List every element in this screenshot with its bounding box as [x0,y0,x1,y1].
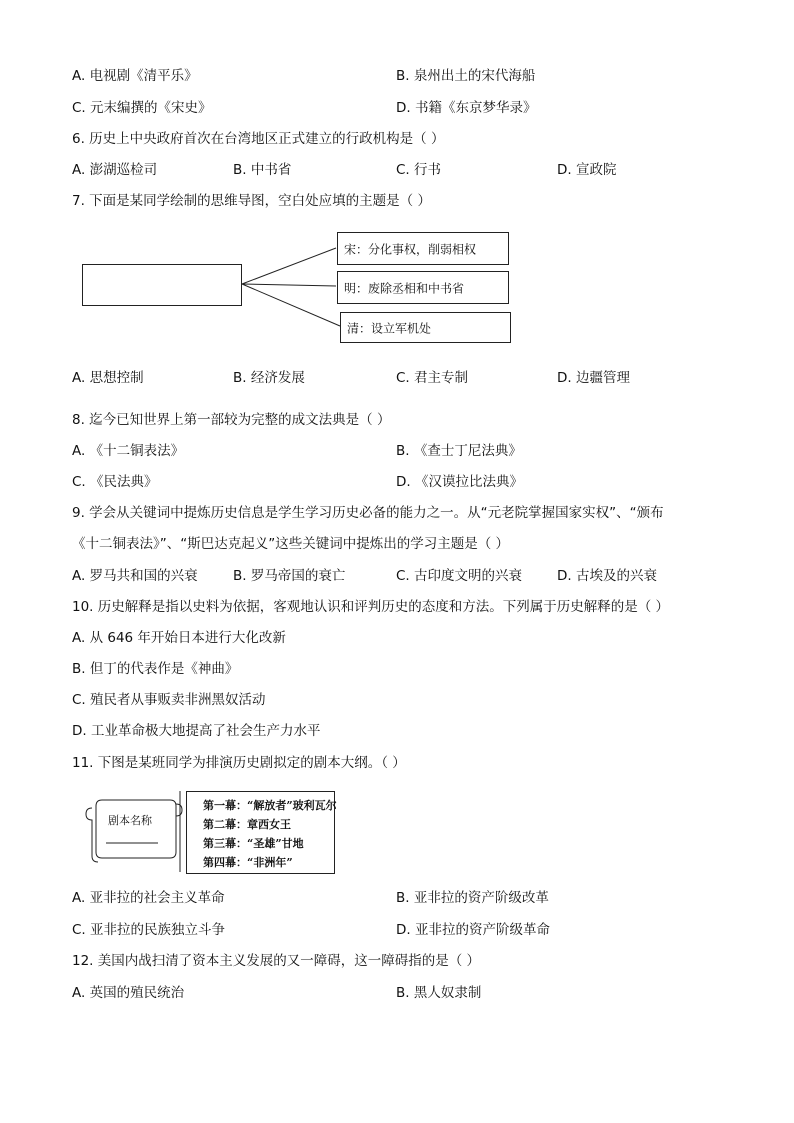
q10-option-c: C. 殖民者从事贩卖非洲黑奴活动 [72,692,266,708]
q8-option-c: C. 《民法典》 [72,474,158,490]
q10-option-b: B. 但丁的代表作是《神曲》 [72,661,239,677]
q7-option-a: A. 思想控制 [72,370,144,386]
act-four: 第四幕：“非洲年” [203,856,293,869]
q8-stem: 8. 迄今已知世界上第一部较为完整的成文法典是（ ） [72,412,391,428]
q9-stem-line1: 9. 学会从关键词中提炼历史信息是学生学习历史必备的能力之一。从“元老院掌握国家实权”、“颁布 [72,505,664,521]
q6-option-b: B. 中书省 [233,162,292,178]
q5-option-c: C. 元末编撰的《宋史》 [72,100,212,116]
q9-option-c: C. 古印度文明的兴衰 [396,568,523,584]
q6-option-d: D. 宣政院 [557,162,617,178]
q5-option-d: D. 书籍《东京梦华录》 [396,100,537,116]
scroll-title-label: 剧本名称 [108,814,152,827]
act-three: 第三幕：“圣雄”甘地 [203,837,304,850]
q9-option-b: B. 罗马帝国的衰亡 [233,568,346,584]
q12-option-a: A. 英国的殖民统治 [72,985,185,1001]
act-two: 第二幕：章西女王 [203,818,291,831]
q5-option-b: B. 泉州出土的宋代海船 [396,68,536,84]
script-outline-box [186,791,335,874]
mind-map-ming-label: 明：废除丞相和中书省 [344,281,465,295]
q8-option-b: B. 《查士丁尼法典》 [396,443,522,459]
q7-option-c: C. 君主专制 [396,370,469,386]
act-one: 第一幕：“解放者”玻利瓦尔 [203,799,337,812]
q7-option-b: B. 经济发展 [233,370,305,386]
q7-option-d: D. 边疆管理 [557,370,630,386]
q6-stem: 6. 历史上中央政府首次在台湾地区正式建立的行政机构是（ ） [72,131,445,147]
q11-option-a: A. 亚非拉的社会主义革命 [72,890,225,906]
q11-option-c: C. 亚非拉的民族独立斗争 [72,922,226,938]
mind-map-song-label: 宋：分化事权，削弱相权 [344,242,477,256]
q5-option-a: A. 电视剧《清平乐》 [72,68,198,84]
q10-stem: 10. 历史解释是指以史料为依据，客观地认识和评判历史的态度和方法。下列属于历史解释的是（ ） [72,599,670,615]
mind-map-qing-label: 清：设立军机处 [347,321,432,335]
q11-option-b: B. 亚非拉的资产阶级改革 [396,890,549,906]
q7-stem: 7. 下面是某同学绘制的思维导图，空白处应填的主题是（ ） [72,193,431,209]
q6-option-a: A. 澎湖巡检司 [72,162,158,178]
q9-stem-line2: 《十二铜表法》”、“斯巴达克起义”这些关键词中提炼出的学习主题是（ ） [72,536,510,552]
q9-option-d: D. 古埃及的兴衰 [557,568,657,584]
q12-stem: 12. 美国内战扫清了资本主义发展的又一障碍，这一障碍指的是（ ） [72,953,481,969]
q9-option-a: A. 罗马共和国的兴衰 [72,568,198,584]
q6-option-c: C. 行书 [396,162,442,178]
q8-option-a: A. 《十二铜表法》 [72,443,185,459]
q10-option-d: D. 工业革命极大地提高了社会生产力水平 [72,723,321,739]
q10-option-a: A. 从 646 年开始日本进行大化改新 [72,630,286,646]
q8-option-d: D. 《汉谟拉比法典》 [396,474,523,490]
q11-option-d: D. 亚非拉的资产阶级革命 [396,922,550,938]
q11-stem: 11. 下图是某班同学为排演历史剧拟定的剧本大纲。（ ） [72,755,406,771]
q12-option-b: B. 黑人奴隶制 [396,985,482,1001]
